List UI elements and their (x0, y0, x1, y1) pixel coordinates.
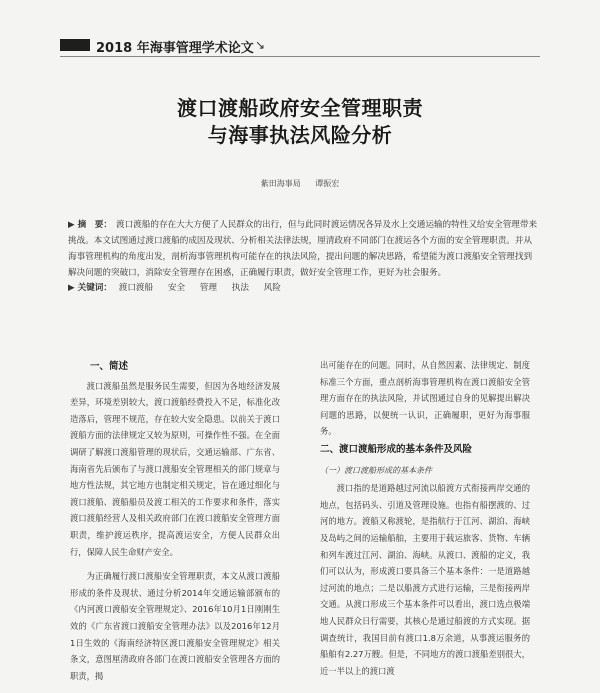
article-title-line-2: 与海事执法风险分析 (207, 123, 393, 147)
running-header (60, 36, 540, 56)
author-line (0, 178, 600, 189)
keyword: 安全 (167, 283, 186, 293)
abstract (68, 217, 538, 281)
header-rule (60, 56, 540, 57)
keywords (68, 281, 293, 293)
body-paragraph: 渡口渡船虽然是服务民生需要，但因为各地经济发展差异，环境差别较大，渡口渡船经费投入不足，标准化改造落后，管理不规范，存在较大安全隐患。以前关于渡口渡船方面的法律规定又较为原则，可操作性不强。在全面调研了解渡口渡船管理的现状后，交通运输部、广东省、海南省先后颁布了与渡口渡船安全管理相关的部门规章与地方性法规，其它地方也制定相关规定，旨在通过细化与渡口渡船、渡船船员及渡工相关的工作要求和条件，落实渡口渡船经营人及相关政府部门在渡口渡船安全管理方面职责，维护渡运秩序，提高渡运安全，方便人民群众出行，保障人民生命财产安全。 (70, 380, 280, 557)
section-heading-2: 二、渡口渡船形成的基本条件及风险 (320, 443, 473, 455)
body-paragraph: 为正确履行渡口渡船安全管理职责，本文从渡口渡船形成的条件及现状、通过分析2014年交通运输部颁布的《内河渡口渡船安全管理规定》、2016年10月1日刚刚生效的《广东省渡口渡船安全管理办法》以及2016年12月1日生效的《海南经济特区渡口渡船安全管理规定》相关条文，意图厘清政府各部门在渡口渡船安全管理各方面的职责，揭 (70, 571, 280, 681)
keyword: 渡口渡船 (118, 283, 154, 293)
keyword: 管理 (199, 283, 217, 293)
right-column (320, 357, 530, 679)
keyword: 执法 (231, 283, 249, 293)
article-title-line-1: 渡口渡船政府安全管理职责 (177, 96, 423, 120)
author-name: 谭振宏 (315, 179, 340, 188)
left-column (70, 357, 280, 684)
header-arrow-icon: ↘ (255, 38, 266, 52)
header-block-mark (60, 39, 90, 51)
body-paragraph: 出可能存在的问题。同时，从自然因素、法律规定、制度标准三个方面，重点剖析海事管理机构在渡口渡船安全管理方面存在的执法风险，并试图通过自身的见解提出解决问题的思路，以便统一认识，正确履职，更好为海事服务。 (320, 360, 530, 437)
body-paragraph: 渡口指的是道路越过河流以船渡方式衔接两岸交通的地点，包括码头、引道及管理设施。也指有船摆渡的、过河的地方。渡船又称渡轮，是指航行于江河、湖泊、海峡及岛屿之间的运输船舶，主要用于载运旅客、货物、车辆和列车渡过江河、湖泊、海峡。从渡口、渡船的定义，我们可以认为，形成渡口要具备三个基本条件：一是道路越过河流的地点；二是以船渡方式进行运输，三是衔接两岸交通。从渡口形成三个基本条件可以看出，渡口选点极端地人民群众日行需要，其核心是通过船渡的方式实现。据调查统计，我国目前有渡口1.8万余道，从事渡运服务的船舶有2.27万艘。但是，不同地方的渡口渡船差别很大，近一半以上的渡口渡 (320, 483, 530, 676)
abstract-text: 渡口渡船的存在大大方便了人民群众的出行，但与此同时渡运情况各异及水上交通运输的特性又给安全管理带来挑战。本文试图通过渡口渡船的成因及现状、分析相关法律法规，厘清政府不同部门在渡运各个方面的安全管理职责。并从海事管理机构的角度出发，剖析海事管理机构可能存在的执法风险，提出问题的解决思路，希望能为渡口渡船安全管理找到解决问题的突破口，消除安全管理存在困惑，正确履行职责，做好安全管理工作，更好为社会服务。 (68, 220, 538, 278)
author-affiliation: 紫田海事局 (260, 179, 301, 188)
keywords-label: ▶ 关键词： (68, 283, 112, 293)
header-title: 2018 年海事管理学术论文 (96, 41, 254, 56)
abstract-label: ▶ 摘 要： (68, 220, 112, 230)
section-heading-1: 一、简述 (90, 361, 129, 372)
subsection-heading-1: （一）渡口渡船形成的基本条件 (320, 465, 432, 475)
keyword: 风险 (263, 283, 281, 293)
